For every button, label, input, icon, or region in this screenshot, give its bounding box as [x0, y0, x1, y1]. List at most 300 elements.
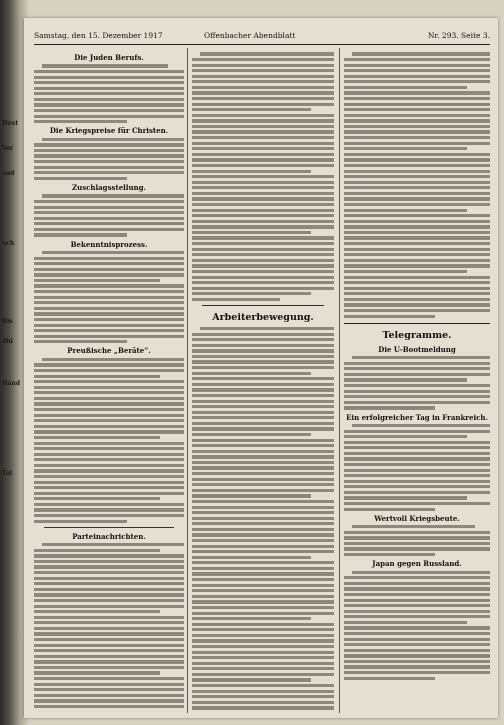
text-line — [344, 192, 490, 195]
text-line — [344, 469, 490, 472]
text-line — [344, 463, 490, 466]
text-line — [344, 406, 435, 409]
text-line — [192, 158, 334, 161]
text-line — [192, 466, 334, 469]
text-line — [42, 138, 184, 141]
text-line — [344, 164, 490, 167]
text-line — [34, 340, 127, 343]
text-line — [344, 203, 490, 206]
text-line — [192, 248, 334, 251]
text-line — [34, 329, 184, 332]
text-line — [192, 528, 334, 531]
text-line — [344, 604, 490, 607]
text-line — [34, 554, 184, 557]
text-line — [192, 259, 334, 262]
masthead — [34, 30, 490, 45]
text-line — [34, 486, 184, 489]
text-line — [34, 705, 184, 708]
text-line — [34, 166, 184, 169]
text-line — [192, 584, 334, 587]
text-line — [192, 366, 334, 369]
text-line — [344, 441, 490, 444]
article-body — [192, 52, 334, 301]
text-line — [34, 616, 184, 619]
spine-fragment: uch — [2, 240, 15, 247]
text-line — [34, 318, 184, 321]
text-line — [344, 248, 490, 251]
article-body — [34, 64, 184, 123]
text-line — [344, 615, 490, 618]
text-line — [34, 638, 184, 641]
text-line — [344, 593, 490, 596]
text-line — [192, 344, 334, 347]
text-line — [34, 335, 184, 338]
text-line — [192, 276, 334, 279]
text-line — [192, 645, 334, 648]
text-line — [34, 442, 184, 445]
article-body — [192, 327, 334, 710]
text-line — [34, 458, 184, 461]
text-line — [200, 327, 334, 330]
text-line — [34, 649, 184, 652]
text-line — [192, 556, 311, 559]
text-line — [34, 492, 184, 495]
text-line — [344, 181, 490, 184]
text-line — [192, 69, 334, 72]
text-line — [192, 706, 334, 709]
spine-fragment: Deut — [2, 120, 19, 127]
text-line — [192, 225, 334, 228]
text-line — [34, 109, 184, 112]
text-line — [192, 86, 334, 89]
text-line — [344, 220, 490, 223]
text-line — [352, 424, 490, 427]
text-line — [192, 281, 334, 284]
text-line — [344, 531, 490, 534]
text-line — [192, 539, 334, 542]
text-line — [344, 292, 490, 295]
text-line — [192, 192, 334, 195]
text-line — [344, 136, 490, 139]
text-line — [192, 153, 334, 156]
text-line — [192, 388, 334, 391]
text-line — [344, 125, 490, 128]
text-line — [344, 610, 490, 613]
text-line — [192, 108, 311, 111]
text-line — [34, 98, 184, 101]
text-line — [34, 414, 184, 417]
text-line — [192, 119, 334, 122]
text-line — [192, 478, 334, 481]
text-line — [344, 253, 490, 256]
text-line — [192, 634, 334, 637]
text-line — [34, 571, 184, 574]
text-line — [344, 214, 490, 217]
text-line — [192, 606, 334, 609]
text-line — [192, 667, 334, 670]
divider — [44, 527, 174, 528]
column-1 — [34, 50, 184, 710]
text-line — [34, 677, 184, 680]
article-heading: Ein erfolgreicher Tag in Frankreich. — [346, 412, 488, 422]
text-line — [192, 678, 311, 681]
text-line — [34, 419, 184, 422]
text-line — [192, 75, 334, 78]
text-line — [192, 695, 334, 698]
text-line — [344, 69, 490, 72]
article-heading: Telegramme. — [382, 329, 452, 341]
text-line — [344, 508, 435, 511]
article-body — [34, 543, 184, 710]
text-line — [344, 435, 467, 438]
text-line — [344, 502, 490, 505]
article-heading: Die U-Bootmeldung — [378, 344, 456, 354]
text-line — [34, 290, 184, 293]
text-line — [192, 142, 334, 145]
text-line — [192, 242, 334, 245]
text-line — [344, 287, 490, 290]
text-line — [344, 677, 435, 680]
text-line — [352, 356, 490, 359]
text-line — [344, 496, 467, 499]
text-line — [34, 87, 184, 90]
text-line — [192, 461, 334, 464]
text-line — [34, 279, 160, 282]
text-line — [34, 363, 184, 366]
text-line — [344, 576, 490, 579]
text-line — [34, 453, 184, 456]
text-line — [344, 547, 490, 550]
text-line — [192, 550, 334, 553]
text-line — [192, 197, 334, 200]
text-line — [192, 186, 334, 189]
text-line — [192, 427, 334, 430]
text-line — [344, 587, 490, 590]
text-line — [192, 617, 311, 620]
text-line — [34, 577, 184, 580]
text-line — [192, 450, 334, 453]
text-line — [344, 175, 490, 178]
article-heading: Bekenntnisprozess. — [70, 239, 148, 249]
text-line — [344, 599, 490, 602]
text-line — [34, 582, 184, 585]
text-line — [192, 572, 334, 575]
article-body — [34, 138, 184, 180]
text-line — [192, 349, 334, 352]
text-line — [192, 595, 334, 598]
text-line — [344, 654, 490, 657]
text-line — [192, 91, 334, 94]
text-line — [192, 253, 334, 256]
text-line — [344, 430, 490, 433]
text-line — [34, 273, 184, 276]
text-line — [192, 444, 334, 447]
spine-fragment: nad — [2, 170, 15, 177]
article-body — [344, 52, 490, 317]
text-line — [34, 115, 184, 118]
text-line — [344, 401, 490, 404]
text-line — [344, 660, 490, 663]
spine-fragment: dhi — [2, 338, 13, 345]
text-line — [34, 177, 127, 180]
text-line — [344, 276, 490, 279]
text-line — [192, 214, 334, 217]
text-line — [34, 464, 184, 467]
text-line — [192, 701, 334, 704]
text-line — [344, 474, 490, 477]
text-line — [344, 446, 490, 449]
text-line — [34, 92, 184, 95]
text-line — [34, 154, 184, 157]
text-line — [192, 455, 334, 458]
text-line — [34, 425, 184, 428]
text-line — [34, 514, 184, 517]
text-line — [344, 553, 435, 556]
text-line — [192, 511, 334, 514]
text-line — [344, 75, 490, 78]
text-line — [34, 217, 184, 220]
text-line — [192, 394, 334, 397]
text-line — [192, 690, 334, 693]
text-line — [344, 373, 490, 376]
text-line — [344, 582, 490, 585]
text-line — [344, 242, 490, 245]
text-line — [192, 517, 334, 520]
text-line — [192, 662, 334, 665]
text-line — [344, 119, 490, 122]
text-line — [192, 506, 334, 509]
text-line — [344, 130, 490, 133]
text-line — [344, 86, 467, 89]
text-line — [192, 333, 334, 336]
text-line — [34, 284, 184, 287]
text-line — [344, 186, 490, 189]
text-line — [42, 543, 184, 546]
text-line — [34, 469, 184, 472]
text-line — [344, 225, 490, 228]
article-body — [344, 424, 490, 511]
text-line — [344, 665, 490, 668]
text-line — [34, 81, 184, 84]
text-line — [34, 402, 184, 405]
text-line — [34, 206, 184, 209]
text-line — [192, 416, 334, 419]
text-line — [34, 605, 184, 608]
column-2 — [192, 50, 334, 710]
article-heading: Die Kriegspreise für Christen. — [49, 126, 169, 136]
text-line — [192, 80, 334, 83]
text-line — [192, 589, 334, 592]
article-body — [34, 358, 184, 523]
text-line — [192, 673, 334, 676]
text-line — [34, 447, 184, 450]
text-line — [34, 307, 184, 310]
text-line — [42, 194, 184, 197]
text-line — [34, 599, 184, 602]
text-line — [34, 369, 184, 372]
spine-fragment: Bis — [2, 318, 13, 325]
text-line — [34, 503, 184, 506]
text-line — [192, 270, 334, 273]
text-line — [344, 264, 490, 267]
masthead-date: Samstag, den 15. Dezember 1917 — [34, 31, 163, 40]
text-line — [192, 338, 334, 341]
text-line — [192, 372, 311, 375]
text-line — [192, 600, 334, 603]
text-line — [344, 236, 490, 239]
text-line — [34, 699, 184, 702]
text-line — [344, 384, 490, 387]
column-rule — [339, 48, 340, 713]
text-line — [192, 58, 334, 61]
text-line — [34, 103, 184, 106]
text-line — [192, 612, 334, 615]
text-line — [192, 170, 311, 173]
text-line — [344, 114, 490, 117]
text-line — [192, 231, 311, 234]
text-line — [192, 561, 334, 564]
text-line — [34, 375, 160, 378]
text-line — [34, 621, 184, 624]
article-body — [34, 194, 184, 236]
text-line — [344, 197, 490, 200]
text-line — [192, 298, 280, 301]
article-heading: Parteinachrichten. — [72, 531, 146, 541]
article-body — [344, 356, 490, 409]
text-line — [192, 639, 334, 642]
text-line — [34, 688, 184, 691]
masthead-number: Nr. 293. Seite 3. — [427, 31, 490, 40]
text-line — [34, 143, 184, 146]
text-line — [344, 80, 490, 83]
text-line — [34, 593, 184, 596]
text-line — [352, 52, 490, 55]
text-line — [192, 360, 334, 363]
text-line — [34, 70, 184, 73]
text-line — [34, 301, 184, 304]
text-line — [34, 632, 184, 635]
masthead-paper: Offenbacher Abendblatt — [204, 31, 296, 40]
text-line — [344, 542, 490, 545]
text-line — [344, 536, 490, 539]
text-line — [192, 472, 334, 475]
newspaper-sheet — [24, 18, 498, 718]
text-line — [34, 228, 184, 231]
text-line — [34, 171, 184, 174]
text-line — [34, 76, 184, 79]
text-line — [344, 367, 490, 370]
text-line — [34, 200, 184, 203]
text-line — [192, 377, 334, 380]
text-line — [192, 567, 334, 570]
text-line — [34, 549, 160, 552]
text-line — [344, 281, 490, 284]
article-heading: Preußische „Beräte”. — [67, 346, 151, 356]
text-line — [344, 309, 490, 312]
text-line — [344, 452, 490, 455]
text-line — [344, 649, 490, 652]
text-line — [34, 481, 184, 484]
text-line — [344, 147, 467, 150]
text-line — [34, 436, 160, 439]
text-line — [34, 386, 184, 389]
article-heading: Zuschlagsstellung. — [72, 182, 146, 192]
text-line — [344, 231, 490, 234]
text-line — [192, 405, 334, 408]
text-line — [344, 491, 490, 494]
text-line — [192, 125, 334, 128]
text-line — [192, 383, 334, 386]
text-line — [34, 497, 160, 500]
divider — [344, 323, 490, 324]
article-heading: Wertvoll Kriegsbeute. — [374, 513, 460, 523]
spine-fragment: Ver — [2, 145, 14, 152]
text-line — [344, 485, 490, 488]
text-line — [34, 233, 127, 236]
text-line — [344, 638, 490, 641]
text-line — [344, 626, 490, 629]
text-line — [192, 411, 334, 414]
text-line — [192, 181, 334, 184]
text-line — [192, 175, 334, 178]
text-line — [192, 522, 334, 525]
text-line — [344, 108, 490, 111]
article-heading: Arbeiterbewegung. — [212, 312, 314, 324]
text-line — [192, 287, 334, 290]
text-line — [34, 565, 184, 568]
text-line — [192, 578, 334, 581]
text-line — [352, 571, 490, 574]
text-line — [34, 211, 184, 214]
text-line — [192, 651, 334, 654]
text-line — [192, 147, 334, 150]
text-line — [34, 588, 184, 591]
text-line — [34, 627, 184, 630]
text-line — [344, 632, 490, 635]
text-line — [34, 380, 184, 383]
text-line — [192, 64, 334, 67]
text-line — [344, 621, 467, 624]
text-line — [344, 153, 490, 156]
text-line — [34, 644, 184, 647]
text-line — [34, 268, 184, 271]
text-line — [200, 52, 334, 55]
text-line — [34, 694, 184, 697]
text-line — [344, 142, 490, 145]
text-line — [34, 262, 184, 265]
text-line — [192, 264, 334, 267]
article-body — [34, 251, 184, 343]
text-line — [344, 103, 490, 106]
text-line — [34, 655, 184, 658]
text-line — [192, 130, 334, 133]
text-line — [344, 270, 467, 273]
article-body — [344, 571, 490, 680]
text-line — [34, 296, 184, 299]
text-line — [42, 358, 184, 361]
text-line — [192, 500, 334, 503]
text-line — [34, 324, 184, 327]
text-line — [344, 91, 490, 94]
article-body — [344, 525, 490, 556]
text-line — [34, 610, 160, 613]
text-line — [192, 236, 334, 239]
text-line — [192, 164, 334, 167]
text-line — [192, 623, 334, 626]
text-line — [34, 397, 184, 400]
text-line — [192, 439, 334, 442]
text-line — [344, 58, 490, 61]
